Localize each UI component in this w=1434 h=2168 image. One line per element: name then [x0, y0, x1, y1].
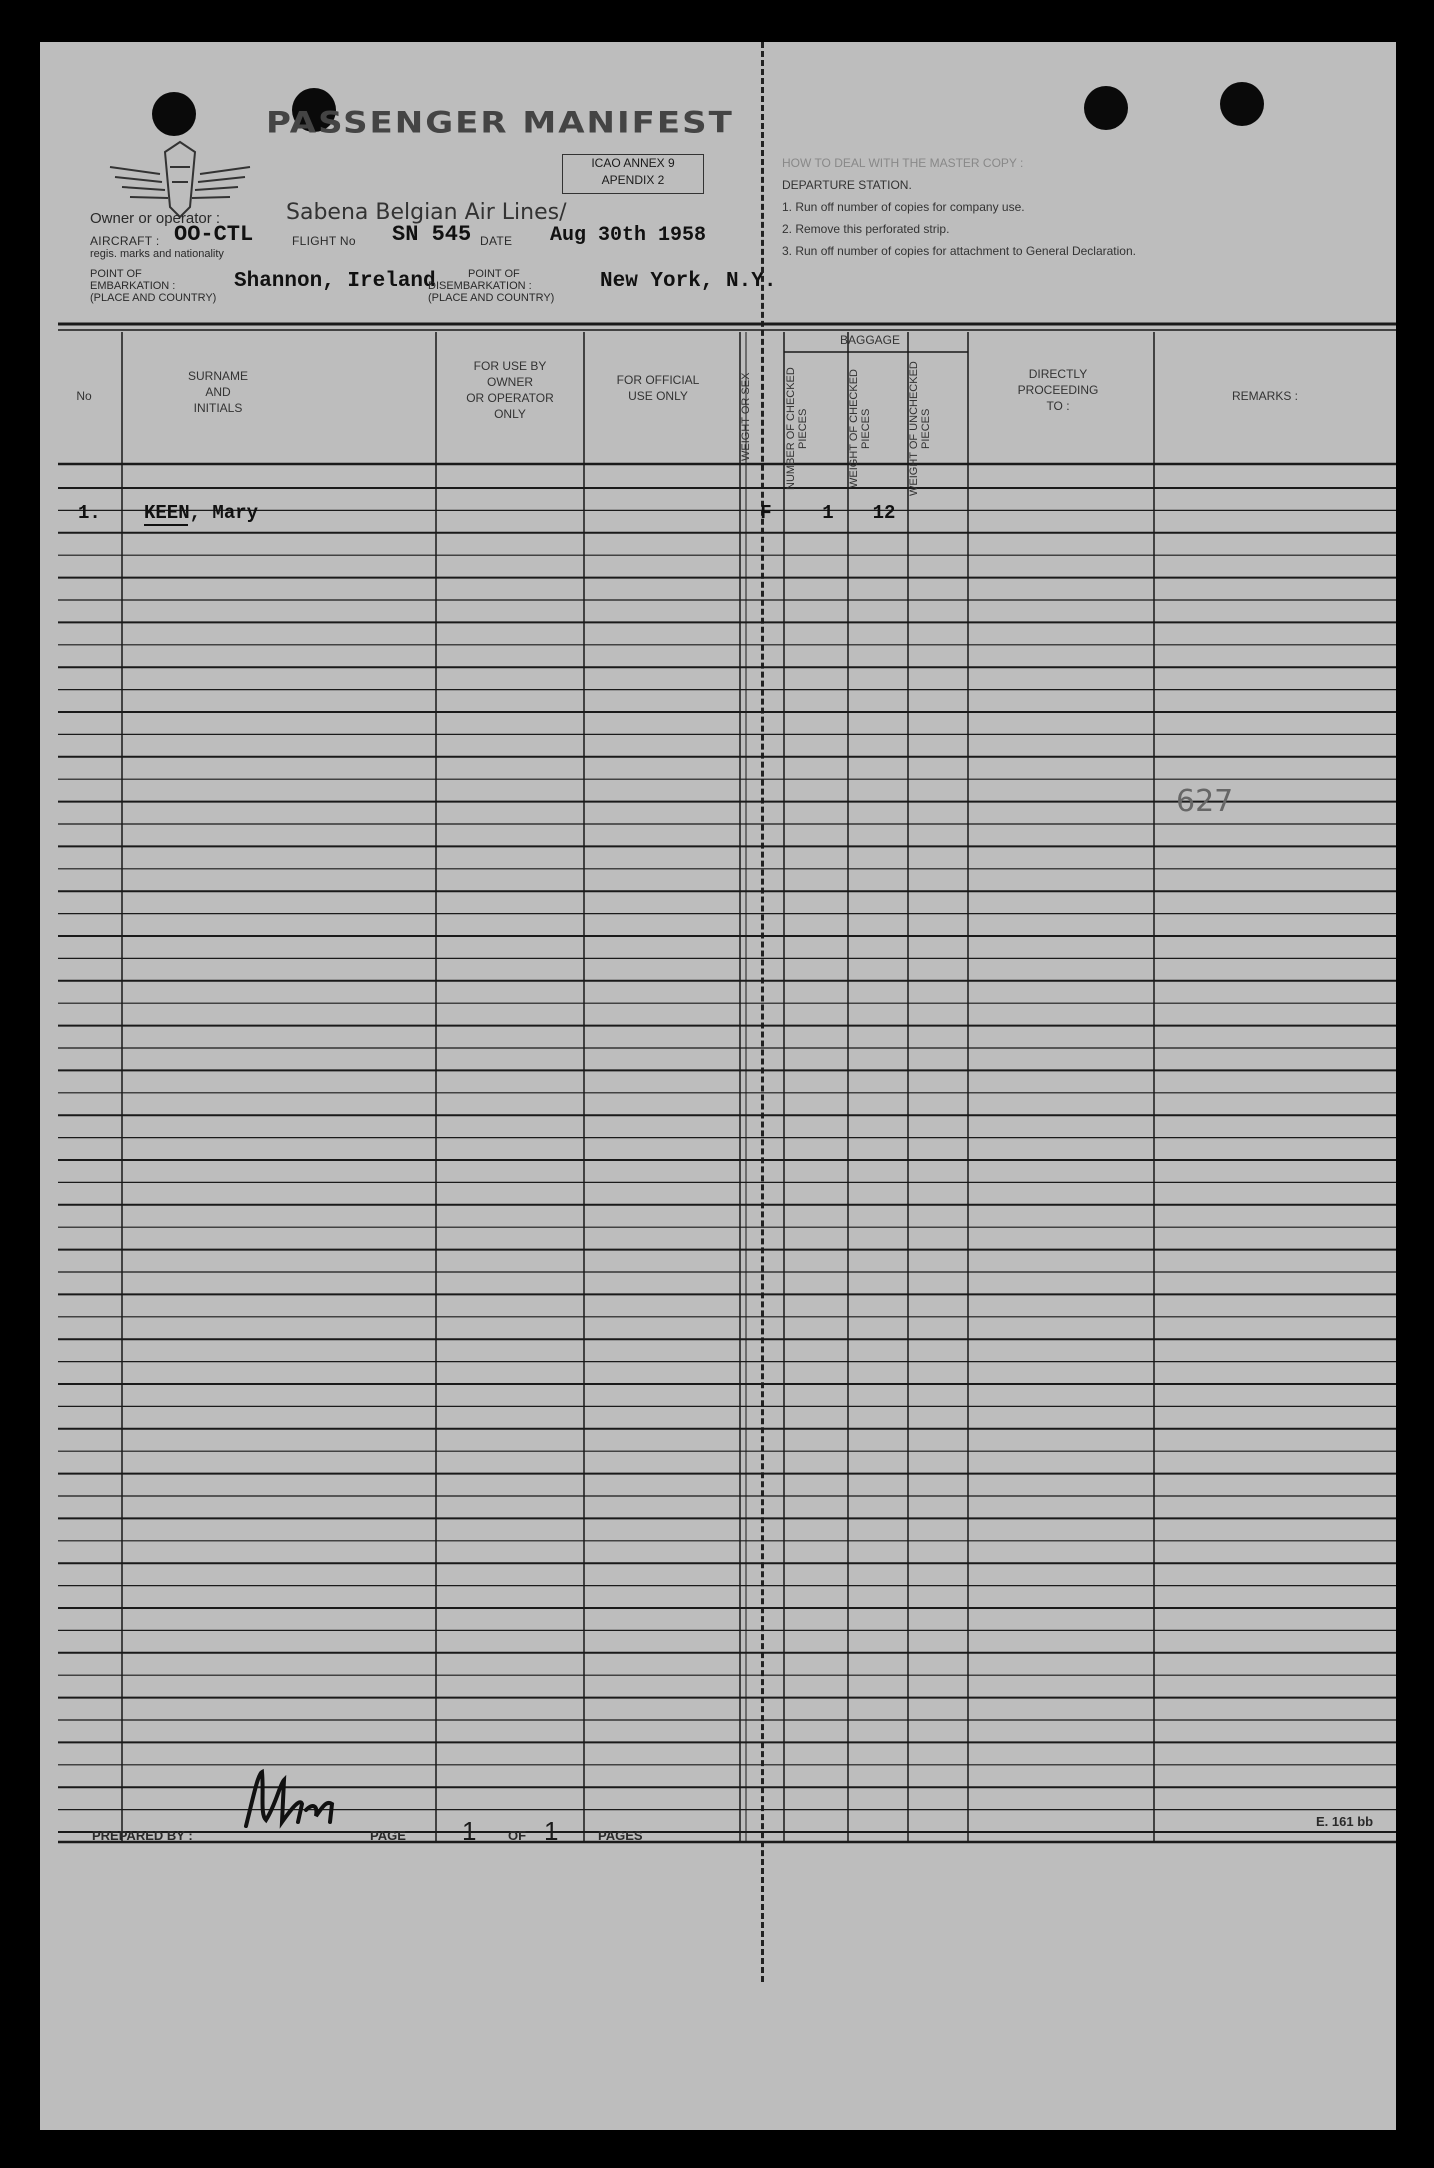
checked-pieces: 1: [822, 502, 834, 524]
aircraft-value: OO-CTL: [174, 222, 254, 247]
flight-label: FLIGHT No: [292, 234, 356, 248]
header-line: FOR USE BY: [473, 359, 547, 373]
header-line: ONLY: [494, 407, 526, 421]
row-number: 1.: [78, 502, 101, 524]
header-weight-checked: WEIGHT OF CHECKED PIECES: [848, 369, 872, 489]
header-line: FOR OFFICIAL: [616, 373, 700, 387]
header-line: INITIALS: [193, 401, 243, 415]
header-line: DIRECTLY: [1028, 367, 1088, 381]
passenger-name: KEEN, Mary: [144, 502, 259, 524]
page-label: PAGE: [370, 1828, 406, 1843]
aircraft-sub-label: regis. marks and nationality: [90, 248, 224, 260]
header-owner-use: [436, 358, 584, 422]
name-underline: [144, 524, 188, 526]
header-line: OWNER: [487, 375, 533, 389]
of-value: 1: [544, 1816, 559, 1846]
manifest-sheet: [40, 42, 1396, 2130]
embark-label-line: EMBARKATION :: [90, 280, 176, 292]
date-value: Aug 30th 1958: [550, 224, 707, 247]
disembark-label-line: POINT OF: [468, 268, 520, 280]
header-line: USE ONLY: [628, 389, 688, 403]
aircraft-label: AIRCRAFT :: [90, 234, 160, 248]
header-line: TO :: [1046, 399, 1070, 413]
instruction-line: 3. Run off number of copies for attachment to General Declaration.: [782, 244, 1136, 258]
form-title: PASSENGER MANIFEST: [266, 106, 734, 140]
owner-label: Owner or operator :: [90, 210, 221, 227]
disembark-label-line: DISEMBARKATION :: [428, 280, 532, 292]
instruction-line: 2. Remove this perforated strip.: [782, 222, 950, 236]
embark-label-line: POINT OF: [90, 268, 142, 280]
embark-value: Shannon, Ireland: [234, 270, 436, 293]
header-line: OR OPERATOR: [466, 391, 554, 405]
header-line: PROCEEDING: [1017, 383, 1099, 397]
header-official-use: [584, 372, 732, 404]
header-proceeding-to: [966, 366, 1150, 414]
disembark-value: New York, N.Y.: [600, 270, 777, 293]
stamp-number: 627: [1176, 784, 1234, 819]
passenger-sex: F: [760, 502, 772, 524]
instruction-line: 1. Run off number of copies for company use.: [782, 200, 1025, 214]
of-label: OF: [508, 1828, 527, 1843]
header-surname: [120, 368, 316, 416]
header-number-checked: NUMBER OF CHECKED PIECES: [785, 367, 809, 491]
owner-value: Sabena Belgian Air Lines/: [286, 200, 567, 225]
header-weight-unchecked: WEIGHT OF UNCHECKED PIECES: [908, 361, 932, 497]
flight-value: SN 545: [392, 222, 472, 247]
annex-line: APENDIX 2: [601, 173, 665, 187]
header-weight-sex: WEIGHT OR SEX: [740, 372, 752, 462]
date-label: DATE: [480, 234, 513, 248]
prepared-by-label: PREPARED BY :: [92, 1828, 193, 1843]
annex-line: ICAO ANNEX 9: [591, 156, 675, 170]
header-baggage: BAGGAGE: [839, 333, 901, 347]
preparer-signature: [236, 1764, 346, 1834]
header-line: SURNAME: [187, 369, 248, 383]
page-value: 1: [462, 1816, 477, 1846]
embark-label-line: (PLACE AND COUNTRY): [90, 292, 217, 304]
disembark-label-line: (PLACE AND COUNTRY): [428, 292, 555, 304]
form-code: E. 161 bb: [1316, 1814, 1374, 1829]
instruction-heading: HOW TO DEAL WITH THE MASTER COPY :: [782, 156, 1024, 170]
header-remarks: REMARKS :: [1231, 389, 1298, 403]
pages-label: PAGES: [598, 1828, 643, 1843]
header-line: AND: [205, 385, 231, 399]
header-no: No: [76, 389, 92, 403]
checked-weight: 12: [872, 502, 896, 524]
instruction-line: DEPARTURE STATION.: [782, 178, 912, 192]
